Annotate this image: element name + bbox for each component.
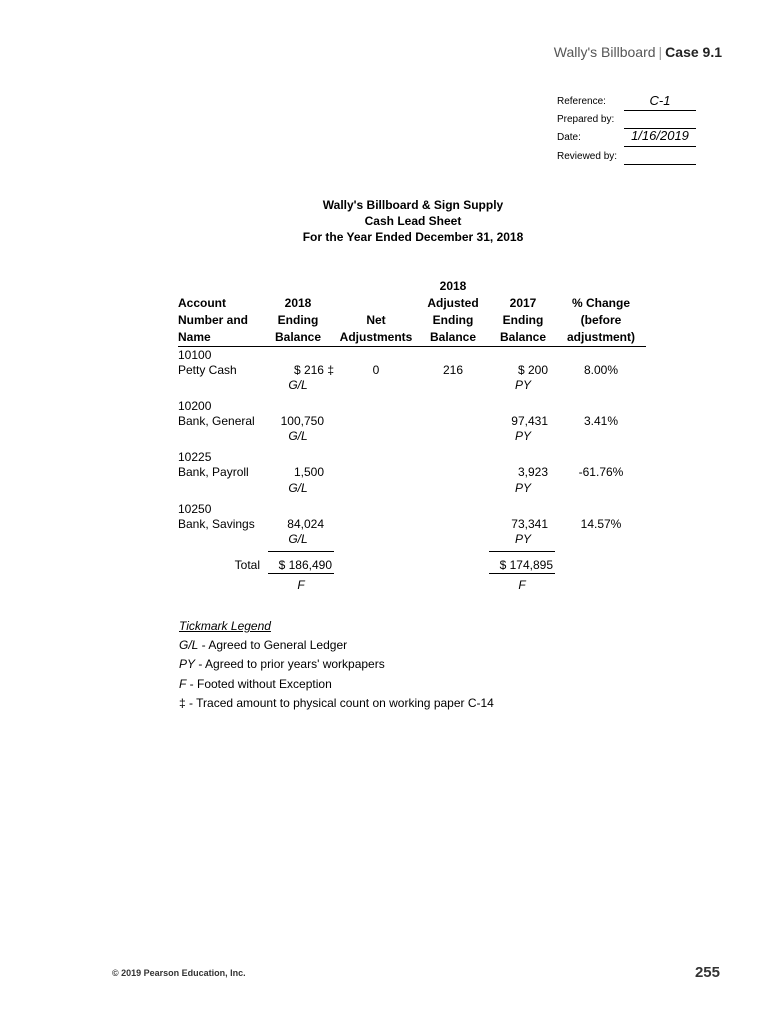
header-net-adjustments-line: Adjustments [339, 330, 413, 344]
sheet-title: Cash Lead Sheet [364, 214, 462, 228]
total-label: Total [234, 558, 260, 572]
tickmark-py: PY [514, 429, 531, 443]
header-pct-change [556, 295, 646, 346]
legend-item [179, 677, 332, 691]
date-line [624, 146, 696, 147]
header-pct-change-line: adjustment) [566, 330, 635, 344]
legend-item [179, 696, 494, 710]
balance-2018: 84,024 [287, 517, 324, 531]
tickmark-py: PY [514, 481, 531, 495]
total-rule-2017-bottom [489, 573, 555, 574]
reference-value: C-1 [649, 93, 671, 108]
legend-text: - Agreed to prior years' workpapers [195, 657, 385, 671]
header-pct-change-line: % Change [571, 296, 630, 310]
header-rule [178, 346, 646, 347]
balance-2017: $ 200 [517, 363, 548, 377]
header-2017-ending-line: Balance [499, 330, 547, 344]
account-name: Bank, Payroll [178, 465, 249, 479]
pct-change: 8.00% [583, 363, 619, 377]
legend-mark: ‡ [179, 696, 186, 710]
account-name: Petty Cash [178, 363, 237, 377]
prepared-by-label: Prepared by: [557, 114, 615, 125]
balance-2018: $ 216 ‡ [293, 363, 334, 377]
header-pct-change-line: (before [580, 313, 622, 327]
total-rule-2017-top [489, 551, 555, 552]
header-account-line: Account [178, 296, 226, 310]
tickmark-footed: F [518, 578, 526, 592]
balance-2018: 100,750 [280, 414, 324, 428]
header-2018-adjusted-line: Ending [432, 313, 474, 327]
header-2017-ending-line: 2017 [509, 296, 537, 310]
total-rule-2018-bottom [268, 573, 334, 574]
copyright: © 2019 Pearson Education, Inc. [112, 968, 246, 978]
tickmark-gl: G/L [288, 532, 308, 546]
header-account [178, 295, 258, 346]
legend-item [179, 657, 385, 671]
running-head-case: Case 9.1 [665, 44, 722, 60]
page-number: 255 [694, 964, 720, 981]
header-2017-ending-line: Ending [502, 313, 544, 327]
header-net-adjustments [338, 312, 414, 346]
legend-text: - Agreed to General Ledger [198, 638, 348, 652]
account-number: 10100 [178, 348, 212, 362]
tickmark-py: PY [514, 532, 531, 546]
total-rule-2018-top [268, 551, 334, 552]
pct-change: 3.41% [583, 414, 619, 428]
reviewed-by-label: Reviewed by: [557, 151, 618, 162]
date-label: Date: [557, 132, 581, 143]
total-balance-2017: $ 174,895 [499, 558, 553, 572]
header-account-line: Name [178, 330, 211, 344]
total-balance-2018: $ 186,490 [278, 558, 332, 572]
account-number: 10225 [178, 450, 212, 464]
balance-2017: 97,431 [511, 414, 548, 428]
header-2018-ending-line: Balance [274, 330, 322, 344]
reviewed-by-line [624, 164, 696, 165]
header-2017-ending [492, 295, 554, 346]
running-head-book: Wally's Billboard [553, 44, 656, 60]
running-head [554, 44, 722, 60]
legend-title: Tickmark Legend [179, 619, 271, 633]
tickmark-gl: G/L [288, 481, 308, 495]
legend-item [179, 638, 347, 652]
running-head-separator: | [658, 44, 663, 60]
account-number: 10200 [178, 399, 212, 413]
legend-mark: G/L [179, 638, 199, 652]
tickmark-gl: G/L [288, 429, 308, 443]
reference-line [624, 110, 696, 111]
pct-change: -61.76% [578, 465, 624, 479]
period-title: For the Year Ended December 31, 2018 [302, 230, 524, 244]
tickmark-py: PY [514, 378, 531, 392]
date-value: 1/16/2019 [631, 128, 689, 143]
net-adjustment: 0 [372, 363, 380, 377]
company-name: Wally's Billboard & Sign Supply [322, 198, 504, 212]
legend-mark: F [179, 677, 187, 691]
legend-mark: PY [179, 657, 196, 671]
header-2018-ending [266, 295, 330, 346]
adjusted-balance-2018: 216 [442, 363, 464, 377]
account-number: 10250 [178, 502, 212, 516]
header-2018-adjusted-line: Balance [429, 330, 477, 344]
header-net-adjustments-line: Net [366, 313, 386, 327]
header-2018-adjusted-line: 2018 [439, 279, 467, 293]
balance-2018: 1,500 [293, 465, 324, 479]
header-account-line: Number and [178, 313, 249, 327]
balance-2017: 3,923 [517, 465, 548, 479]
legend-text: - Traced amount to physical count on working paper C-14 [185, 696, 494, 710]
reference-label: Reference: [557, 96, 606, 107]
balance-2017: 73,341 [511, 517, 548, 531]
header-2018-adjusted-line: Adjusted [427, 296, 479, 310]
account-name: Bank, General [178, 414, 255, 428]
tickmark-footed: F [297, 578, 305, 592]
account-name: Bank, Savings [178, 517, 255, 531]
tickmark-gl: G/L [288, 378, 308, 392]
header-2018-ending-line: Ending [277, 313, 319, 327]
legend-text: - Footed without Exception [186, 677, 332, 691]
header-2018-adjusted [420, 278, 486, 346]
pct-change: 14.57% [580, 517, 622, 531]
header-2018-ending-line: 2018 [284, 296, 312, 310]
